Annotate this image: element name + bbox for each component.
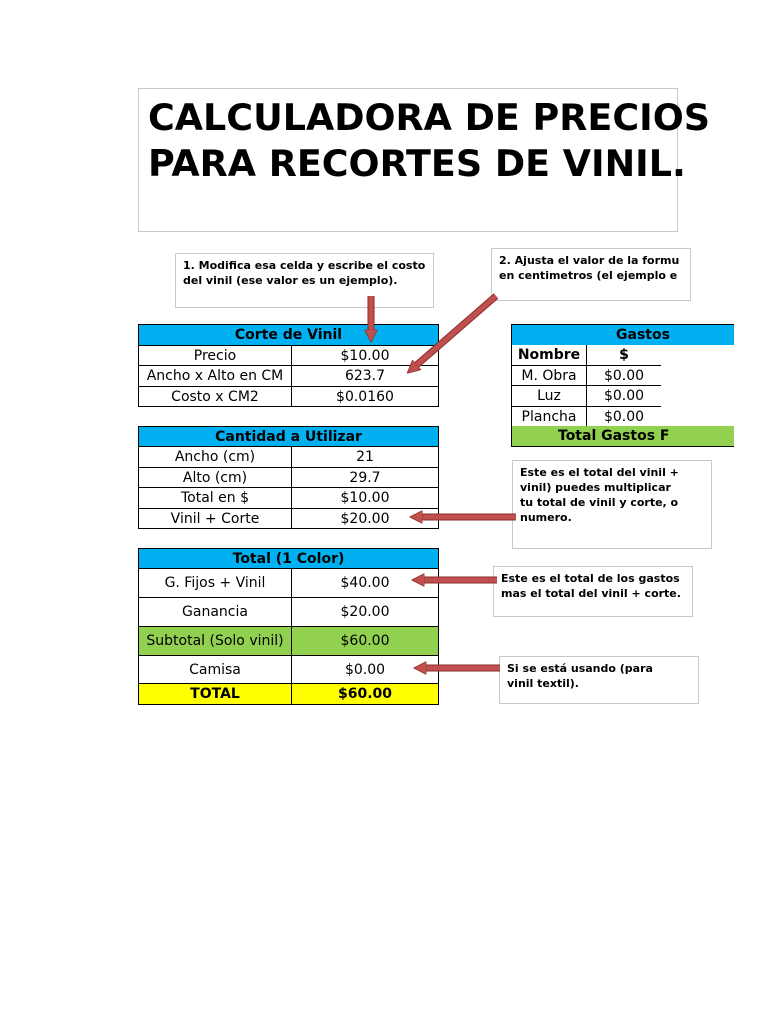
title-box [138, 88, 711, 232]
cell-value[interactable]: $10.00 [292, 488, 439, 509]
table-row [139, 569, 439, 598]
cell-value[interactable]: 623.7 [292, 366, 439, 387]
cantidad-table [138, 426, 439, 529]
table-row [139, 488, 439, 509]
cell-label[interactable]: Plancha [512, 407, 587, 427]
cell-value[interactable]: $20.00 [292, 598, 439, 627]
cell-label[interactable]: Luz [512, 386, 587, 407]
cell-value[interactable]: 21 [292, 447, 439, 468]
cell-label[interactable]: Vinil + Corte [139, 509, 292, 529]
cell-value[interactable]: $0.00 [587, 386, 662, 407]
table-row [139, 366, 439, 387]
cell-value[interactable]: $0.0160 [292, 387, 439, 407]
offscreen-mask [661, 345, 768, 426]
table-row [139, 387, 439, 407]
cell-label[interactable]: Precio [139, 346, 292, 366]
cell-label[interactable]: TOTAL [139, 684, 292, 705]
table-row [139, 684, 439, 705]
table-row [139, 468, 439, 488]
note-modify-cost: 1. Modifica esa celda y escribe el costo del vinil (ese valor es un ejemplo). [175, 253, 434, 308]
note-gastos-total: Este es el total de los gastos mas el total del vinil + corte. [493, 566, 693, 617]
total-header: Total (1 Color) [139, 549, 439, 569]
cell-value[interactable]: $0.00 [587, 407, 662, 427]
cell-label[interactable]: G. Fijos + Vinil [139, 569, 292, 598]
title-line-2: PARA RECORTES DE VINIL. [148, 142, 686, 185]
table-row [139, 598, 439, 627]
cell-label[interactable]: Costo x CM2 [139, 387, 292, 407]
table-row [512, 366, 662, 386]
table-row [512, 407, 662, 427]
cell-label[interactable]: Subtotal (Solo vinil) [139, 627, 292, 656]
title-line-1: CALCULADORA DE PRECIOS [148, 96, 711, 139]
cell-value[interactable]: $40.00 [292, 569, 439, 598]
cell-value[interactable]: $20.00 [292, 509, 439, 529]
note-camisa: Si se está usando (para vinil textil). [499, 656, 699, 704]
table-row [139, 656, 439, 684]
cell-value[interactable]: $10.00 [292, 346, 439, 366]
cell-value[interactable]: $0.00 [587, 366, 662, 386]
col-header-valor[interactable]: $ [587, 345, 662, 366]
corte-vinil-table [138, 324, 439, 407]
table-row [139, 627, 439, 656]
gastos-total-label: Total Gastos F [558, 428, 670, 444]
cell-label[interactable]: M. Obra [512, 366, 587, 386]
cell-label[interactable]: Camisa [139, 656, 292, 684]
page-title [148, 95, 710, 187]
corte-vinil-header: Corte de Vinil [139, 325, 439, 346]
table-row [139, 346, 439, 366]
note-adjust-formula: 2. Ajusta el valor de la formu en centimetros (el ejemplo e [491, 248, 691, 301]
gastos-table [511, 344, 662, 427]
cell-label[interactable]: Ancho (cm) [139, 447, 292, 468]
cell-label[interactable]: Ganancia [139, 598, 292, 627]
cell-value[interactable]: 29.7 [292, 468, 439, 488]
cantidad-header: Cantidad a Utilizar [139, 427, 439, 447]
cell-value[interactable]: $60.00 [292, 684, 439, 705]
cell-value[interactable]: $0.00 [292, 656, 439, 684]
gastos-header-label: Gastos [616, 327, 670, 343]
table-row [139, 447, 439, 468]
gastos-header [511, 324, 734, 345]
cell-label[interactable]: Ancho x Alto en CM [139, 366, 292, 387]
table-row [512, 386, 662, 407]
note-vinil-total: Este es el total del vinil + vinil) puedes multiplicar tu total de vinil y corte, o numero. [512, 460, 712, 549]
table-row [139, 509, 439, 529]
col-header-nombre[interactable]: Nombre [512, 345, 587, 366]
cell-value[interactable]: $60.00 [292, 627, 439, 656]
total-table [138, 548, 439, 705]
cell-label[interactable]: Total en $ [139, 488, 292, 509]
gastos-total-row [511, 426, 734, 447]
cell-label[interactable]: Alto (cm) [139, 468, 292, 488]
table-row [512, 345, 662, 366]
